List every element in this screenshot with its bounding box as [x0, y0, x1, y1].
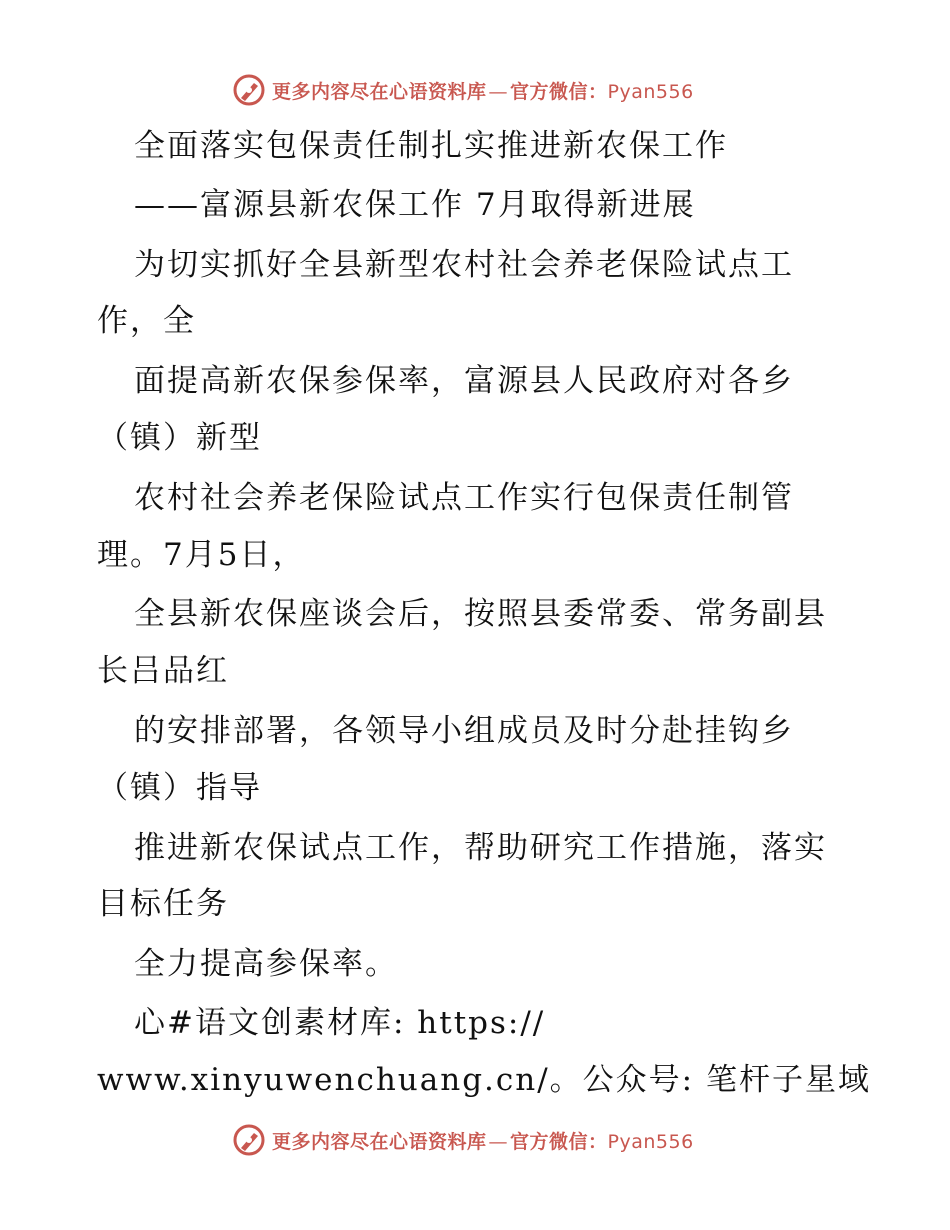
watermark-dash: —: [488, 1130, 509, 1153]
body-line: 全县新农保座谈会后，按照县委常委、常务副县: [134, 596, 827, 632]
watermark-text: [272, 77, 694, 104]
body-line: （镇）指导: [97, 770, 262, 806]
watermark-id: Pyan556: [607, 80, 694, 103]
footer-watermark: [232, 1122, 752, 1158]
body-line: 的安排部署，各领导小组成员及时分赴挂钩乡: [134, 713, 794, 749]
body-line: www.xinyuwenchuang.cn/。公众号: 笔杆子星域: [97, 1062, 871, 1098]
body-line: 目标任务: [97, 886, 229, 922]
pen-logo-icon: [232, 73, 266, 107]
watermark-dash: —: [488, 80, 509, 103]
body-line: 心#语文创素材库: https://: [134, 1005, 546, 1041]
document-title: 全面落实包保责任制扎实推进新农保工作: [134, 128, 728, 164]
watermark-suffix: 官方微信：: [510, 80, 608, 103]
watermark-suffix: 官方微信：: [510, 1130, 608, 1153]
body-line: （镇）新型: [97, 420, 262, 456]
watermark-id: Pyan556: [607, 1130, 694, 1153]
body-line: 全力提高参保率。: [134, 946, 398, 982]
document-subtitle: ——富源县新农保工作 7月取得新进展: [134, 187, 696, 223]
body-line: 推进新农保试点工作，帮助研究工作措施，落实: [134, 830, 827, 866]
body-line: 理。7月5日，: [97, 537, 306, 573]
body-line: 为切实抓好全县新型农村社会养老保险试点工: [134, 247, 794, 283]
watermark-text: [272, 1127, 694, 1154]
watermark-main: 更多内容尽在心语资料库: [272, 1130, 487, 1153]
body-line: 面提高新农保参保率，富源县人民政府对各乡: [134, 363, 794, 399]
pen-logo-icon: [232, 1123, 266, 1157]
watermark-main: 更多内容尽在心语资料库: [272, 80, 487, 103]
body-line: 长吕品红: [97, 653, 229, 689]
body-line: 农村社会养老保险试点工作实行包保责任制管: [134, 480, 794, 516]
body-line: 作，全: [97, 303, 196, 339]
header-watermark: [232, 72, 752, 108]
